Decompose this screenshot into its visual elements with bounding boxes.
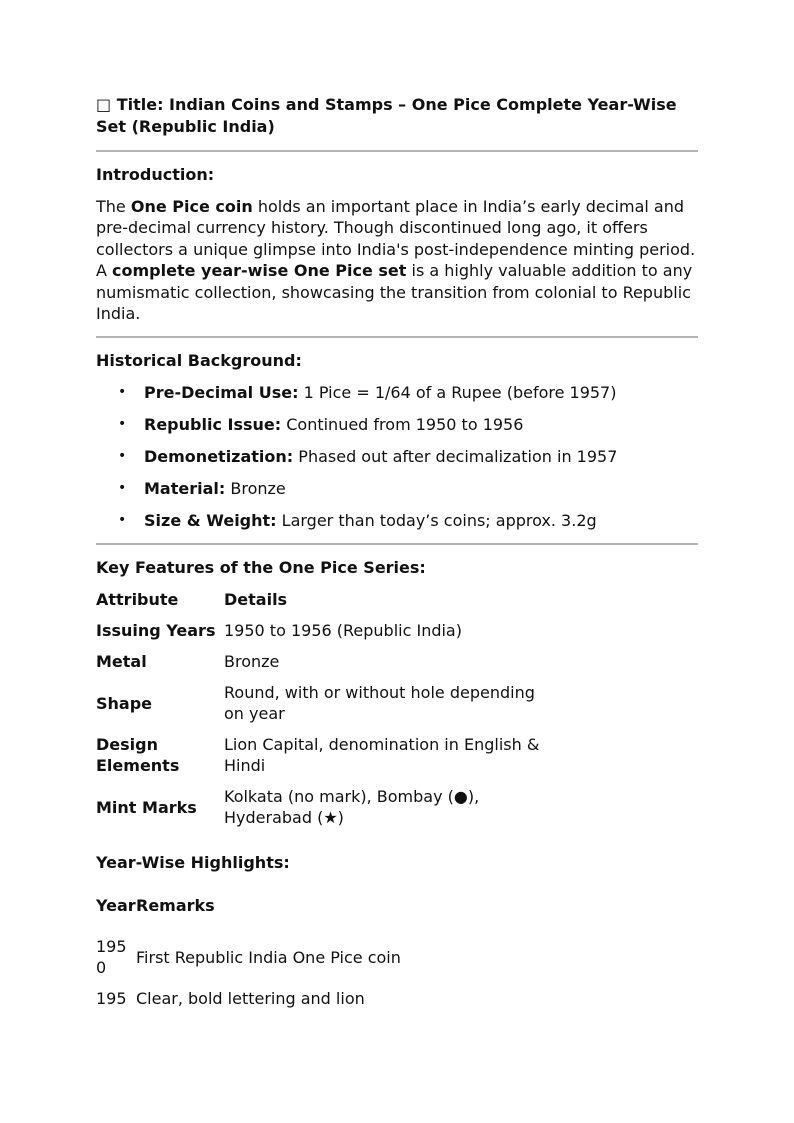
divider [96, 336, 698, 338]
table-row [96, 786, 542, 828]
divider [96, 543, 698, 545]
bullet: • [118, 416, 127, 433]
table-row [96, 651, 542, 682]
list-item-text: Bronze [225, 479, 286, 499]
year-cell: 195 [96, 989, 127, 1009]
list-item-label: Pre-Decimal Use: [144, 383, 299, 403]
attribute-cell: Issuing Years [96, 621, 216, 641]
bullet: • [118, 512, 127, 529]
document-page [96, 94, 698, 1009]
details-cell: Kolkata (no mark), Bombay (●), Hyderabad (★) [224, 787, 480, 828]
details-cell: Round, with or without hole depending on year [224, 683, 535, 724]
list-item [96, 478, 698, 499]
document-title: □ Title: Indian Coins and Stamps – One Pice Complete Year-Wise Set (Republic India) [96, 95, 677, 136]
year-wise-table [96, 884, 401, 1009]
list-item [96, 414, 698, 435]
historical-background-heading: Historical Background: [96, 351, 302, 371]
table-row [96, 936, 401, 988]
attribute-cell: Design Elements [96, 735, 180, 776]
introduction-paragraph [96, 196, 698, 324]
remarks-cell: Clear, bold lettering and lion [136, 989, 365, 1009]
list-item-label: Size & Weight: [144, 511, 277, 531]
attribute-cell: Shape [96, 693, 153, 713]
intro-bold-1: One Pice coin [130, 197, 253, 216]
details-cell: Lion Capital, denomination in English & Hindi [224, 735, 540, 776]
historical-background-list [96, 382, 698, 531]
list-item-label: Demonetization: [144, 447, 294, 467]
list-item-text: Continued from 1950 to 1956 [281, 415, 524, 435]
table-row [96, 988, 401, 1009]
attribute-cell: Metal [96, 652, 147, 672]
list-item-label: Material: [144, 479, 226, 499]
table-row [96, 682, 542, 734]
column-header-attribute: Attribute [96, 590, 179, 610]
year-cell: 1950 [96, 937, 127, 978]
list-item [96, 446, 698, 467]
intro-text-1: The [96, 197, 131, 216]
column-header-details: Details [224, 590, 288, 610]
column-header-year: Year [96, 895, 136, 915]
bullet: • [118, 384, 127, 401]
list-item [96, 382, 698, 403]
divider [96, 150, 698, 152]
details-cell: 1950 to 1956 (Republic India) [224, 621, 462, 641]
list-item-label: Republic Issue: [144, 415, 282, 435]
table-row [96, 734, 542, 786]
key-features-table [96, 589, 542, 828]
bullet: • [118, 448, 127, 465]
list-item [96, 510, 698, 531]
list-item-text: Larger than today’s coins; approx. 3.2g [276, 511, 597, 531]
table-header-row [96, 589, 542, 620]
intro-text-3: is a highly valuable addition to any numismatic collection, showcasing the transition from colonial to Republic India. [96, 261, 693, 324]
table-row [96, 620, 542, 651]
details-cell: Bronze [224, 652, 280, 672]
list-item-text: 1 Pice = 1/64 of a Rupee (before 1957) [298, 383, 617, 403]
bullet: • [118, 480, 127, 497]
intro-bold-2: complete year-wise One Pice set [112, 261, 407, 281]
intro-text-2: holds an important place in India’s early decimal and pre-decimal currency history. Though discontinued long ago, it offers collectors a unique glimpse into India's post-independence minting period. A [96, 197, 696, 281]
introduction-heading: Introduction: [96, 165, 215, 184]
table-header-row [96, 884, 401, 936]
column-header-remarks: Remarks [136, 895, 215, 915]
year-wise-heading: Year-Wise Highlights: [96, 853, 290, 873]
remarks-cell: First Republic India One Pice coin [136, 947, 401, 967]
key-features-heading: Key Features of the One Pice Series: [96, 558, 426, 578]
list-item-text: Phased out after decimalization in 1957 [293, 447, 618, 467]
attribute-cell: Mint Marks [96, 797, 197, 817]
